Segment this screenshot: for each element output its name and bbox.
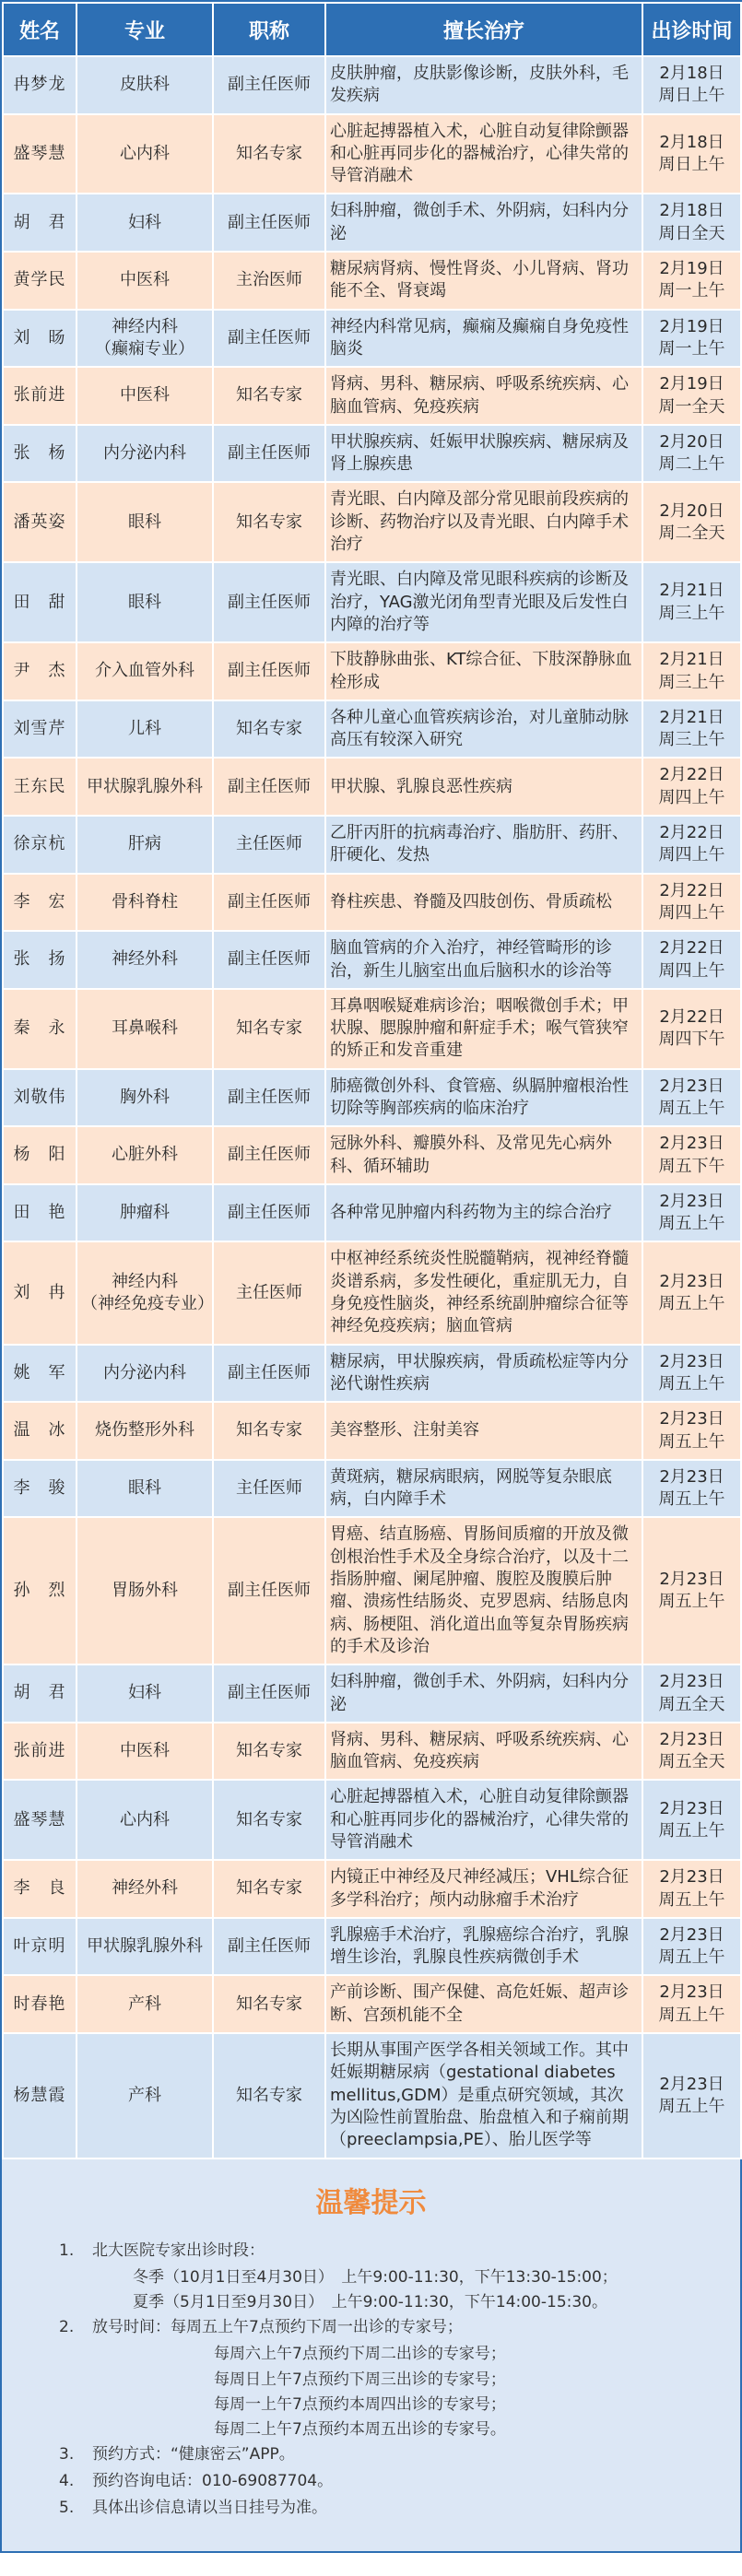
doctor-dept: 胃肠外科 xyxy=(77,1517,213,1664)
doctor-name: 张 扬 xyxy=(3,931,77,989)
clinic-time xyxy=(642,1126,741,1184)
doctor-specialty: 青光眼、白内障及部分常见眼前段疾病的诊断、药物治疗以及青光眼、白内障手术治疗 xyxy=(325,482,642,562)
clinic-date: 2月23日 xyxy=(659,2074,724,2094)
table-row xyxy=(3,194,741,252)
clinic-time xyxy=(642,700,741,759)
clinic-date: 2月22日 xyxy=(659,1006,724,1027)
tip-number: 4. xyxy=(59,2472,75,2491)
doctor-title: 知名专家 xyxy=(213,114,325,194)
doctor-dept: 肿瘤科 xyxy=(77,1184,213,1242)
doctor-specialty: 妇科肿瘤，微创手术、外阴病，妇科内分泌 xyxy=(325,194,642,252)
doctor-specialty: 内镜正中神经及尺神经减压；VHL综合征多学科治疗；颅内动脉瘤手术治疗 xyxy=(325,1860,642,1918)
tip-release-line: 每周一上午7点预约本周四出诊的专家号； xyxy=(214,2394,506,2414)
doctor-title: 主治医师 xyxy=(213,252,325,310)
doctor-title: 主任医师 xyxy=(213,1460,325,1518)
doctor-name: 冉梦龙 xyxy=(3,56,77,114)
clinic-time xyxy=(642,194,741,252)
tip-season-winter: 冬季（10月1日至4月30日） 上午9:00-11:30，下午13:30-15:00； xyxy=(133,2267,618,2287)
doctor-name: 秦 永 xyxy=(3,989,77,1069)
clinic-time xyxy=(642,989,741,1069)
doctor-dept: 骨科脊柱 xyxy=(77,874,213,932)
clinic-date: 2月18日 xyxy=(659,132,724,152)
clinic-date: 2月23日 xyxy=(659,1570,724,1590)
clinic-session: 周五全天 xyxy=(658,1752,725,1772)
table-row xyxy=(3,758,741,816)
doctor-title: 知名专家 xyxy=(213,367,325,425)
doctor-title: 副主任医师 xyxy=(213,1918,325,1976)
clinic-time xyxy=(642,1664,741,1723)
doctor-title: 副主任医师 xyxy=(213,562,325,642)
clinic-date: 2月19日 xyxy=(659,316,724,336)
tip-text: 预约咨询电话：010-69087704。 xyxy=(92,2472,334,2491)
clinic-session: 周五上午 xyxy=(658,1214,725,1234)
clinic-time xyxy=(642,874,741,932)
clinic-session: 周三上午 xyxy=(658,672,725,692)
tip-item xyxy=(29,2469,713,2494)
doctor-name: 张前进 xyxy=(3,367,77,425)
doctor-title: 知名专家 xyxy=(213,989,325,1069)
doctor-specialty: 产前诊断、围产保健、高危妊娠、超声诊断、宫颈机能不全 xyxy=(325,1975,642,2033)
doctor-dept: 眼科 xyxy=(77,1460,213,1518)
doctor-dept: 产科 xyxy=(77,2033,213,2158)
doctor-dept: 内分泌内科 xyxy=(77,425,213,483)
tip-release-line: 每周二上午7点预约本周五出诊的专家号。 xyxy=(214,2419,506,2439)
doctor-specialty: 神经内科常见病，癫痫及癫痫自身免疫性脑炎 xyxy=(325,310,642,368)
clinic-date: 2月22日 xyxy=(659,880,724,900)
doctor-specialty: 皮肤肿瘤，皮肤影像诊断，皮肤外科，毛发疾病 xyxy=(325,56,642,114)
clinic-time xyxy=(642,1975,741,2033)
doctor-title: 副主任医师 xyxy=(213,1517,325,1664)
doctor-name: 田 甜 xyxy=(3,562,77,642)
table-header-row xyxy=(3,3,741,56)
doctor-name: 盛琴慧 xyxy=(3,1780,77,1860)
doctor-name: 胡 君 xyxy=(3,1664,77,1723)
tip-text: 预约方式：“健康密云”APP。 xyxy=(92,2445,295,2464)
doctor-dept: 妇科 xyxy=(77,1664,213,1723)
clinic-time xyxy=(642,56,741,114)
clinic-session: 周五上午 xyxy=(658,1294,725,1314)
tip-release-line: 每周六上午7点预约下周二出诊的专家号； xyxy=(214,2345,506,2364)
doctor-dept: 中医科 xyxy=(77,367,213,425)
tip-number: 5. xyxy=(59,2499,75,2518)
clinic-session: 周五上午 xyxy=(658,1947,725,1968)
tips-panel xyxy=(2,2159,740,2551)
tip-number: 1. xyxy=(59,2241,75,2260)
table-row xyxy=(3,1460,741,1518)
clinic-session: 周五上午 xyxy=(658,2096,725,2116)
doctor-specialty: 乙肝丙肝的抗病毒治疗、脂肪肝、药肝、肝硬化、发热 xyxy=(325,816,642,874)
doctor-name: 潘英姿 xyxy=(3,482,77,562)
table-row xyxy=(3,425,741,483)
schedule-table xyxy=(2,2,742,2159)
clinic-time xyxy=(642,931,741,989)
clinic-session: 周二上午 xyxy=(658,454,725,475)
doctor-specialty: 长期从事围产医学各相关领域工作。其中妊娠期糖尿病（gestational diabetes mellitus,GDM）是重点研究领域，其次为凶险性前置胎盘、胎盘植入和子痫前期（preeclampsia,PE）、胎儿医学等 xyxy=(325,2033,642,2158)
header-time: 出诊时间 xyxy=(642,3,741,56)
clinic-time xyxy=(642,1918,741,1976)
doctor-title: 知名专家 xyxy=(213,482,325,562)
clinic-date: 2月20日 xyxy=(659,500,724,521)
clinic-date: 2月23日 xyxy=(659,1798,724,1818)
schedule-rows xyxy=(3,56,741,2158)
table-row xyxy=(3,700,741,759)
table-row xyxy=(3,1184,741,1242)
doctor-name: 徐京杭 xyxy=(3,816,77,874)
doctor-name: 张 杨 xyxy=(3,425,77,483)
tips-title: 温馨提示 xyxy=(315,2186,427,2219)
doctor-dept: 儿科 xyxy=(77,700,213,759)
doctor-title: 副主任医师 xyxy=(213,310,325,368)
clinic-session: 周五上午 xyxy=(658,1489,725,1510)
table-row xyxy=(3,874,741,932)
doctor-dept: 皮肤科 xyxy=(77,56,213,114)
doctor-name: 张前进 xyxy=(3,1723,77,1781)
doctor-dept: 眼科 xyxy=(77,562,213,642)
doctor-specialty: 青光眼、白内障及常见眼科疾病的诊断及治疗，YAG激光闭角型青光眼及后发性白内障的治疗等 xyxy=(325,562,642,642)
doctor-name: 刘 冉 xyxy=(3,1241,77,1344)
clinic-date: 2月23日 xyxy=(659,1271,724,1291)
tip-number: 3. xyxy=(59,2445,75,2464)
clinic-session: 周五下午 xyxy=(658,1156,725,1176)
doctor-name: 叶京明 xyxy=(3,1918,77,1976)
clinic-time xyxy=(642,252,741,310)
doctor-title: 副主任医师 xyxy=(213,1126,325,1184)
doctor-name: 温 冰 xyxy=(3,1402,77,1460)
clinic-date: 2月23日 xyxy=(659,1191,724,1211)
tip-item xyxy=(29,2496,713,2521)
doctor-specialty: 心脏起搏器植入术，心脏自动复律除颤器和心脏再同步化的器械治疗，心律失常的导管消融术 xyxy=(325,114,642,194)
table-row xyxy=(3,562,741,642)
clinic-time xyxy=(642,1517,741,1664)
header-name: 姓名 xyxy=(3,3,77,56)
clinic-time xyxy=(642,425,741,483)
doctor-name: 姚 军 xyxy=(3,1345,77,1403)
clinic-session: 周日全天 xyxy=(658,223,725,243)
table-row xyxy=(3,1126,741,1184)
doctor-title: 主任医师 xyxy=(213,816,325,874)
clinic-date: 2月22日 xyxy=(659,823,724,843)
doctor-title: 副主任医师 xyxy=(213,874,325,932)
clinic-session: 周四上午 xyxy=(658,787,725,807)
clinic-time xyxy=(642,1402,741,1460)
clinic-date: 2月23日 xyxy=(659,1466,724,1487)
tip-release-line: 每周日上午7点预约下周三出诊的专家号； xyxy=(214,2370,506,2389)
doctor-dept: 胸外科 xyxy=(77,1069,213,1127)
clinic-date: 2月18日 xyxy=(659,201,724,221)
table-row xyxy=(3,482,741,562)
clinic-session: 周五上午 xyxy=(658,2005,725,2025)
table-row xyxy=(3,1860,741,1918)
table-row xyxy=(3,1345,741,1403)
clinic-date: 2月19日 xyxy=(659,259,724,279)
doctor-name: 杨慧霞 xyxy=(3,2033,77,2158)
doctor-title: 副主任医师 xyxy=(213,194,325,252)
clinic-date: 2月23日 xyxy=(659,1076,724,1096)
table-row xyxy=(3,310,741,368)
tip-season-summer: 夏季（5月1日至9月30日） 上午9:00-11:30，下午14:00-15:30。 xyxy=(133,2292,607,2311)
doctor-name: 胡 君 xyxy=(3,194,77,252)
clinic-session: 周一上午 xyxy=(658,281,725,301)
doctor-dept: 神经内科 （癫痫专业） xyxy=(77,310,213,368)
doctor-dept: 耳鼻喉科 xyxy=(77,989,213,1069)
doctor-name: 黄学民 xyxy=(3,252,77,310)
clinic-date: 2月23日 xyxy=(659,1729,724,1749)
tip-item xyxy=(29,2442,713,2467)
doctor-title: 知名专家 xyxy=(213,1860,325,1918)
table-row xyxy=(3,1975,741,2033)
clinic-session: 周一上午 xyxy=(658,338,725,359)
clinic-time xyxy=(642,1723,741,1781)
clinic-session: 周四上午 xyxy=(658,902,725,923)
doctor-name: 李 宏 xyxy=(3,874,77,932)
clinic-date: 2月21日 xyxy=(659,707,724,727)
clinic-session: 周一全天 xyxy=(658,396,725,417)
clinic-session: 周五上午 xyxy=(658,1889,725,1910)
doctor-dept: 眼科 xyxy=(77,482,213,562)
clinic-time xyxy=(642,114,741,194)
doctor-name: 杨 阳 xyxy=(3,1126,77,1184)
table-row xyxy=(3,1780,741,1860)
doctor-dept: 妇科 xyxy=(77,194,213,252)
doctor-dept: 产科 xyxy=(77,1975,213,2033)
clinic-time xyxy=(642,482,741,562)
clinic-time xyxy=(642,562,741,642)
tip-number: 2. xyxy=(59,2318,75,2337)
doctor-title: 知名专家 xyxy=(213,700,325,759)
clinic-time xyxy=(642,367,741,425)
doctor-title: 知名专家 xyxy=(213,2033,325,2158)
table-row xyxy=(3,1517,741,1664)
doctor-dept: 神经外科 xyxy=(77,931,213,989)
doctor-title: 副主任医师 xyxy=(213,425,325,483)
table-row xyxy=(3,1241,741,1344)
doctor-title: 副主任医师 xyxy=(213,931,325,989)
doctor-specialty: 美容整形、注射美容 xyxy=(325,1402,642,1460)
table-row xyxy=(3,367,741,425)
table-row xyxy=(3,1664,741,1723)
doctor-specialty: 甲状腺疾病、妊娠甲状腺疾病、糖尿病及肾上腺疾患 xyxy=(325,425,642,483)
doctor-title: 主任医师 xyxy=(213,1241,325,1344)
doctor-specialty: 乳腺癌手术治疗，乳腺癌综合治疗，乳腺增生诊治，乳腺良性疾病微创手术 xyxy=(325,1918,642,1976)
clinic-date: 2月22日 xyxy=(659,938,724,959)
header-specialty: 擅长治疗 xyxy=(325,3,642,56)
doctor-dept: 甲状腺乳腺外科 xyxy=(77,1918,213,1976)
clinic-time xyxy=(642,816,741,874)
doctor-name: 刘敬伟 xyxy=(3,1069,77,1127)
doctor-specialty: 下肢静脉曲张、KT综合征、下肢深静脉血栓形成 xyxy=(325,642,642,700)
clinic-time xyxy=(642,1069,741,1127)
doctor-specialty: 糖尿病，甲状腺疾病，骨质疏松症等内分泌代谢性疾病 xyxy=(325,1345,642,1403)
clinic-session: 周三上午 xyxy=(658,730,725,750)
doctor-title: 副主任医师 xyxy=(213,56,325,114)
doctor-specialty: 肺癌微创外科、食管癌、纵膈肿瘤根治性切除等胸部疾病的临床治疗 xyxy=(325,1069,642,1127)
doctor-name: 刘雪芹 xyxy=(3,700,77,759)
doctor-specialty: 中枢神经系统炎性脱髓鞘病，视神经脊髓炎谱系病，多发性硬化，重症肌无力，自身免疫性脑炎，神经系统副肿瘤综合征等神经免疫疾病；脑血管病 xyxy=(325,1241,642,1344)
table-row xyxy=(3,642,741,700)
table-row xyxy=(3,931,741,989)
clinic-date: 2月18日 xyxy=(659,64,724,83)
doctor-name: 王东民 xyxy=(3,758,77,816)
doctor-specialty: 脑血管病的介入治疗，神经管畸形的诊治，新生儿脑室出血后脑积水的诊治等 xyxy=(325,931,642,989)
doctor-title: 副主任医师 xyxy=(213,1345,325,1403)
doctor-dept: 心内科 xyxy=(77,114,213,194)
tip-item xyxy=(29,2239,713,2264)
clinic-session: 周五上午 xyxy=(658,1373,725,1394)
doctor-specialty: 各种常见肿瘤内科药物为主的综合治疗 xyxy=(325,1184,642,1242)
doctor-dept: 甲状腺乳腺外科 xyxy=(77,758,213,816)
doctor-name: 盛琴慧 xyxy=(3,114,77,194)
doctor-title: 副主任医师 xyxy=(213,1664,325,1723)
clinic-session: 周四上午 xyxy=(658,960,725,981)
clinic-time xyxy=(642,1184,741,1242)
doctor-name: 李 骏 xyxy=(3,1460,77,1518)
tip-item xyxy=(29,2315,713,2340)
tip-text: 具体出诊信息请以当日挂号为准。 xyxy=(92,2499,327,2518)
clinic-date: 2月23日 xyxy=(659,1867,724,1888)
doctor-specialty: 冠脉外科、瓣膜外科、及常见先心病外科、循环辅助 xyxy=(325,1126,642,1184)
doctor-dept: 心内科 xyxy=(77,1780,213,1860)
doctor-name: 尹 杰 xyxy=(3,642,77,700)
doctor-title: 副主任医师 xyxy=(213,1184,325,1242)
doctor-name: 时春艳 xyxy=(3,1975,77,2033)
clinic-date: 2月23日 xyxy=(659,1409,724,1429)
doctor-name: 田 艳 xyxy=(3,1184,77,1242)
table-row xyxy=(3,816,741,874)
table-row xyxy=(3,1918,741,1976)
doctor-dept: 内分泌内科 xyxy=(77,1345,213,1403)
doctor-specialty: 各种儿童心血管疾病诊治，对儿童肺动脉高压有较深入研究 xyxy=(325,700,642,759)
clinic-time xyxy=(642,758,741,816)
clinic-session: 周四下午 xyxy=(658,1029,725,1050)
doctor-dept: 烧伤整形外科 xyxy=(77,1402,213,1460)
clinic-session: 周四上午 xyxy=(658,845,725,865)
table-row xyxy=(3,2033,741,2158)
doctor-specialty: 胃癌、结直肠癌、胃肠间质瘤的开放及微创根治性手术及全身综合治疗，以及十二指肠肿瘤、阑尾肿瘤、腹腔及腹膜后肿瘤、溃疡性结肠炎、克罗恩病、结肠息肉病、肠梗阻、消化道出血等复杂胃肠疾病的手术及诊治 xyxy=(325,1517,642,1664)
doctor-dept: 中医科 xyxy=(77,1723,213,1781)
table-row xyxy=(3,1723,741,1781)
doctor-dept: 神经外科 xyxy=(77,1860,213,1918)
clinic-session: 周五全天 xyxy=(658,1694,725,1714)
doctor-title: 知名专家 xyxy=(213,1723,325,1781)
table-row xyxy=(3,252,741,310)
clinic-date: 2月21日 xyxy=(659,581,724,601)
doctor-title: 副主任医师 xyxy=(213,1069,325,1127)
clinic-time xyxy=(642,1860,741,1918)
clinic-time xyxy=(642,1780,741,1860)
doctor-specialty: 糖尿病肾病、慢性肾炎、小儿肾病、肾功能不全、肾衰竭 xyxy=(325,252,642,310)
clinic-time xyxy=(642,1241,741,1344)
clinic-date: 2月23日 xyxy=(659,1924,724,1945)
doctor-name: 李 良 xyxy=(3,1860,77,1918)
clinic-session: 周日上午 xyxy=(658,155,725,175)
clinic-session: 周五上午 xyxy=(658,1431,725,1452)
doctor-dept: 心脏外科 xyxy=(77,1126,213,1184)
clinic-date: 2月21日 xyxy=(659,650,724,670)
clinic-date: 2月22日 xyxy=(659,765,724,785)
clinic-time xyxy=(642,1345,741,1403)
tip-text: 放号时间：每周五上午7点预约下周一出诊的专家号； xyxy=(92,2318,463,2337)
clinic-date: 2月23日 xyxy=(659,1351,724,1371)
clinic-time xyxy=(642,1460,741,1518)
doctor-dept: 肝病 xyxy=(77,816,213,874)
doctor-specialty: 妇科肿瘤，微创手术、外阴病，妇科内分泌 xyxy=(325,1664,642,1723)
header-title: 职称 xyxy=(213,3,325,56)
doctor-title: 知名专家 xyxy=(213,1975,325,2033)
doctor-specialty: 肾病、男科、糖尿病、呼吸系统疾病、心脑血管病、免疫疾病 xyxy=(325,1723,642,1781)
header-dept: 专业 xyxy=(77,3,213,56)
table-row xyxy=(3,114,741,194)
doctor-title: 知名专家 xyxy=(213,1402,325,1460)
doctor-title: 知名专家 xyxy=(213,1780,325,1860)
clinic-session: 周五上午 xyxy=(658,1820,725,1841)
doctor-specialty: 黄斑病，糖尿病眼病，网脱等复杂眼底病，白内障手术 xyxy=(325,1460,642,1518)
clinic-time xyxy=(642,642,741,700)
doctor-specialty: 脊柱疾患、脊髓及四肢创伤、骨质疏松 xyxy=(325,874,642,932)
clinic-session: 周三上午 xyxy=(658,603,725,623)
doctor-specialty: 耳鼻咽喉疑难病诊治；咽喉微创手术；甲状腺、腮腺肿瘤和鼾症手术；喉气管狭窄的矫正和发音重建 xyxy=(325,989,642,1069)
clinic-date: 2月20日 xyxy=(659,431,724,452)
clinic-session: 周五上午 xyxy=(658,1592,725,1612)
doctor-specialty: 心脏起搏器植入术，心脏自动复律除颤器和心脏再同步化的器械治疗，心律失常的导管消融术 xyxy=(325,1780,642,1860)
doctor-title: 副主任医师 xyxy=(213,642,325,700)
clinic-session: 周日上午 xyxy=(658,86,725,106)
clinic-date: 2月23日 xyxy=(659,1672,724,1692)
clinic-date: 2月23日 xyxy=(659,1982,724,2003)
doctor-dept: 中医科 xyxy=(77,252,213,310)
table-row xyxy=(3,56,741,114)
doctor-dept: 神经内科 （神经免疫专业） xyxy=(77,1241,213,1344)
doctor-specialty: 肾病、男科、糖尿病、呼吸系统疾病、心脑血管病、免疫疾病 xyxy=(325,367,642,425)
tip-text: 北大医院专家出诊时段： xyxy=(92,2241,265,2260)
clinic-date: 2月23日 xyxy=(659,1134,724,1154)
clinic-date: 2月19日 xyxy=(659,374,724,394)
clinic-time xyxy=(642,310,741,368)
doctor-title: 副主任医师 xyxy=(213,758,325,816)
clinic-session: 周五上午 xyxy=(658,1098,725,1118)
clinic-time xyxy=(642,2033,741,2158)
doctor-dept: 介入血管外科 xyxy=(77,642,213,700)
clinic-session: 周二全天 xyxy=(658,523,725,543)
table-row xyxy=(3,1402,741,1460)
doctor-name: 刘 旸 xyxy=(3,310,77,368)
table-row xyxy=(3,1069,741,1127)
table-row xyxy=(3,989,741,1069)
doctor-name: 孙 烈 xyxy=(3,1517,77,1664)
doctor-specialty: 甲状腺、乳腺良恶性疾病 xyxy=(325,758,642,816)
